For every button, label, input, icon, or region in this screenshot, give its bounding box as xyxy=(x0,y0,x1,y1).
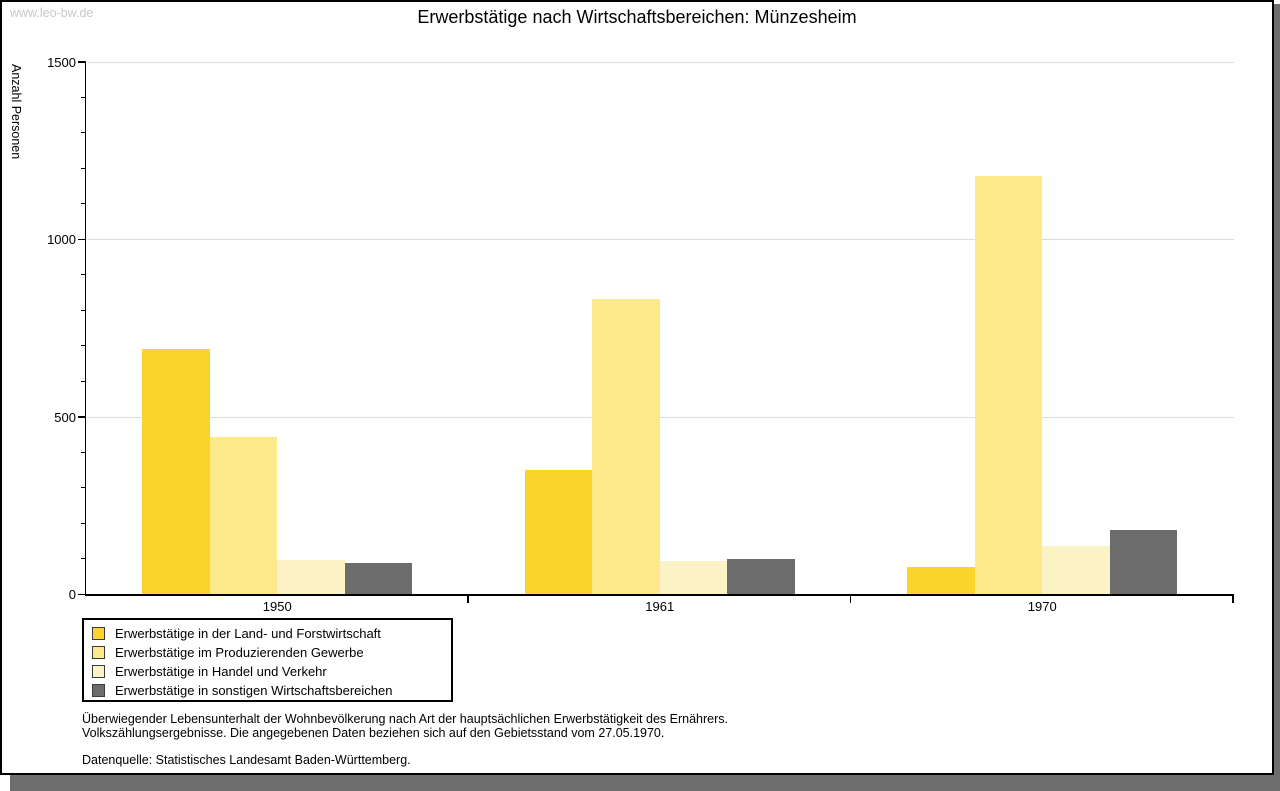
y-minor-tick xyxy=(81,452,86,453)
gridline xyxy=(87,239,1234,240)
y-minor-tick xyxy=(81,132,86,133)
bar xyxy=(277,560,345,594)
footnote-line-2: Volkszählungsergebnisse. Die angegebenen Daten beziehen sich auf den Gebietsstand vom 27.05.1970. xyxy=(82,726,665,740)
x-tick-label: 1961 xyxy=(645,599,675,614)
y-tick-label: 1500 xyxy=(47,54,76,70)
y-tick xyxy=(78,239,86,241)
y-tick-label: 500 xyxy=(54,409,76,425)
legend-swatch xyxy=(92,627,105,640)
bar xyxy=(975,176,1043,594)
y-tick-label: 0 xyxy=(68,587,76,602)
y-axis-title: Anzahl Personen xyxy=(9,64,23,160)
bar xyxy=(660,561,728,594)
bar xyxy=(1110,530,1178,594)
legend-label: Erwerbstätige in der Land- und Forstwirtschaft xyxy=(115,626,381,641)
legend-item xyxy=(92,643,451,662)
y-tick-label: 1000 xyxy=(47,232,76,247)
legend-item xyxy=(92,681,451,700)
y-minor-tick xyxy=(81,381,86,382)
legend-label: Erwerbstätige im Produzierenden Gewerbe xyxy=(115,645,364,660)
legend-swatch xyxy=(92,646,105,659)
x-tick xyxy=(467,596,469,603)
source-note: Datenquelle: Statistisches Landesamt Baden-Württemberg. xyxy=(82,753,411,767)
legend xyxy=(82,618,453,702)
y-axis-line xyxy=(85,62,87,596)
y-minor-tick xyxy=(81,168,86,169)
legend-item xyxy=(92,662,451,681)
y-minor-tick xyxy=(81,97,86,98)
y-minor-tick xyxy=(81,203,86,204)
legend-item xyxy=(92,624,451,643)
watermark: www.leo-bw.de xyxy=(10,6,94,20)
bar xyxy=(525,470,593,594)
x-tick xyxy=(850,596,852,603)
y-minor-tick xyxy=(81,558,86,559)
x-tick-label: 1950 xyxy=(262,599,292,614)
bar xyxy=(907,567,975,594)
gridline xyxy=(87,62,1234,63)
legend-swatch xyxy=(92,665,105,678)
y-tick xyxy=(78,61,86,63)
legend-swatch xyxy=(92,684,105,697)
bar xyxy=(592,299,660,594)
bar xyxy=(1042,546,1110,594)
bar xyxy=(142,349,210,594)
gridline xyxy=(87,417,1234,418)
bar xyxy=(727,559,795,595)
y-minor-tick xyxy=(81,310,86,311)
x-tick xyxy=(1232,596,1234,603)
x-axis-line xyxy=(85,594,1234,596)
y-minor-tick xyxy=(81,523,86,524)
footnote-line-1: Überwiegender Lebensunterhalt der Wohnbevölkerung nach Art der hauptsächlichen Erwerbstätigkeit des Ernährers. xyxy=(82,712,728,726)
y-minor-tick xyxy=(81,274,86,275)
chart-title: Erwerbstätige nach Wirtschaftsbereichen: Münzesheim xyxy=(417,7,857,27)
x-tick-label: 1970 xyxy=(1027,599,1057,614)
y-tick xyxy=(78,416,86,418)
y-tick xyxy=(78,594,86,596)
bar xyxy=(345,563,413,594)
legend-label: Erwerbstätige in sonstigen Wirtschaftsbereichen xyxy=(115,683,393,698)
y-minor-tick xyxy=(81,487,86,488)
y-minor-tick xyxy=(81,345,86,346)
bar xyxy=(210,437,278,594)
window-shadow-bottom xyxy=(10,775,1280,791)
legend-label: Erwerbstätige in Handel und Verkehr xyxy=(115,664,327,679)
